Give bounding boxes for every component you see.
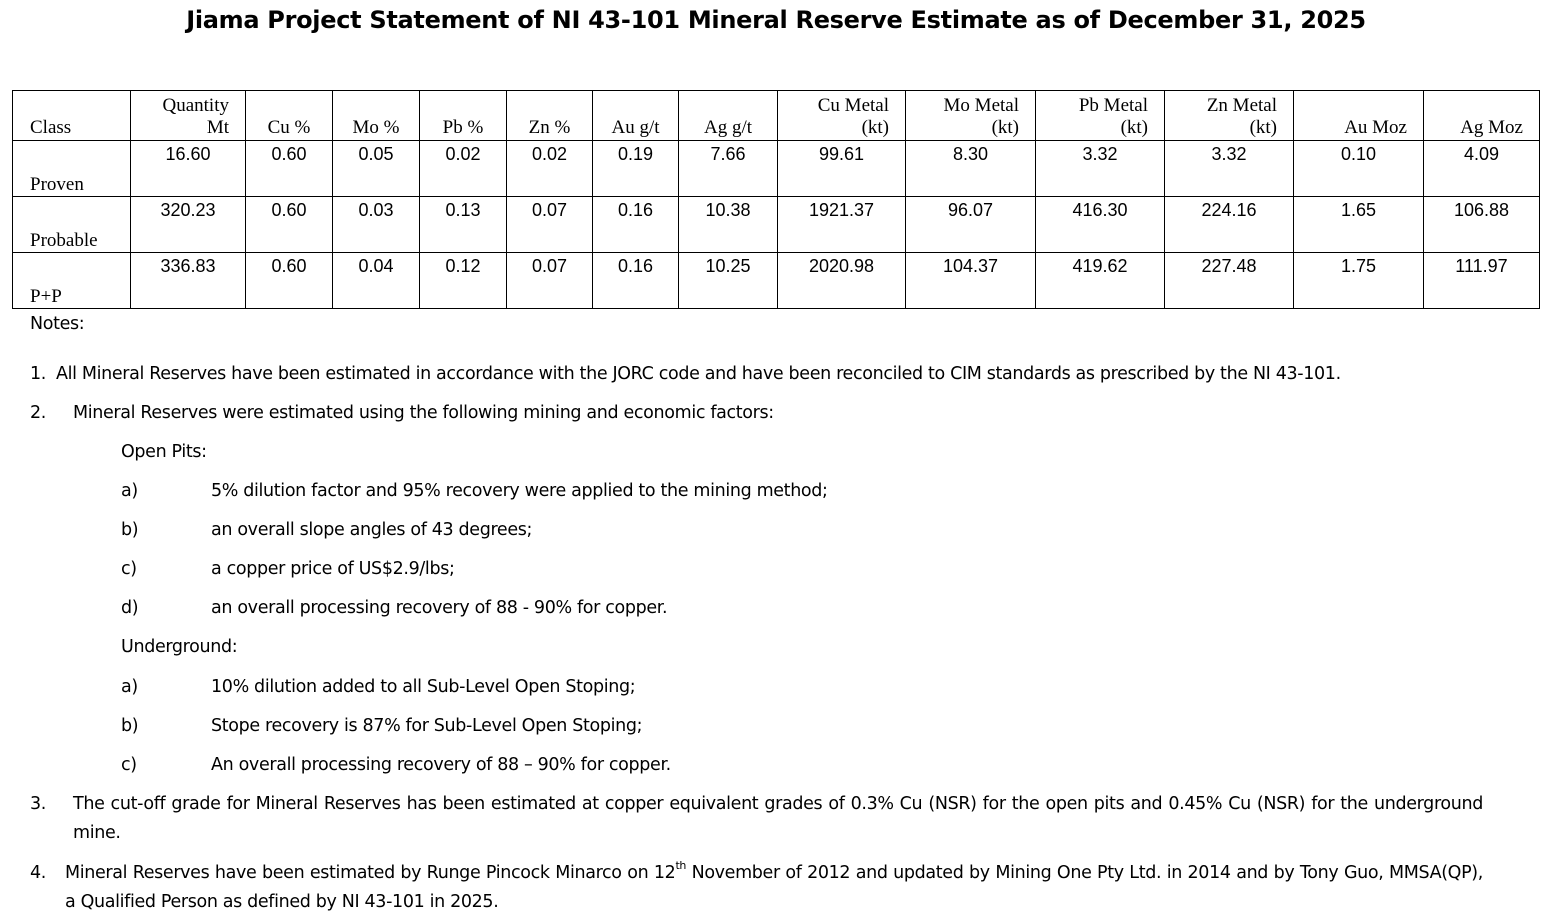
header-class: Class: [13, 91, 131, 141]
note-text: Mineral Reserves have been estimated by Runge Pincock Minarco on 12th November of 2012 and updated by Mining One Pty Ltd. in 2014 and by Tony Guo, MMSA(QP), a Qualified Person as defined by NI 43-101 in 2025.: [65, 859, 1484, 912]
row-class-label: Probable: [13, 197, 131, 253]
table-cell: 1.65: [1294, 197, 1424, 253]
note-number: 4.: [30, 863, 46, 883]
table-cell: 0.60: [246, 141, 333, 197]
table-cell: 3.32: [1165, 141, 1294, 197]
mineral-reserve-table: [12, 90, 1540, 309]
table-cell: 0.05: [333, 141, 420, 197]
table-cell: 7.66: [679, 141, 778, 197]
note-text: The cut-off grade for Mineral Reserves has been estimated at copper equivalent grades of 0.3% Cu (NSR) for the open pits and 0.45% Cu (NSR) for the underground mine.: [73, 794, 1483, 843]
table-cell: 3.32: [1036, 141, 1165, 197]
notes-heading: Notes:: [30, 314, 85, 334]
table-cell: 0.12: [420, 253, 507, 309]
table-cell: 1.75: [1294, 253, 1424, 309]
table-row: [13, 253, 1540, 309]
table-cell: 4.09: [1424, 141, 1540, 197]
table-cell: 419.62: [1036, 253, 1165, 309]
superscript: th: [675, 859, 687, 872]
table-cell: 320.23: [131, 197, 246, 253]
table-cell: 227.48: [1165, 253, 1294, 309]
header-ag-gt: Ag g/t: [679, 91, 778, 141]
header-ag-moz: Ag Moz: [1424, 91, 1540, 141]
table-cell: 224.16: [1165, 197, 1294, 253]
header-au-gt: Au g/t: [593, 91, 679, 141]
header-zn-pct: Zn %: [507, 91, 593, 141]
table-row: [13, 141, 1540, 197]
table-header-row: [13, 91, 1540, 141]
note-number: 3.: [30, 794, 46, 814]
row-class-label: P+P: [13, 253, 131, 309]
table-cell: 0.07: [507, 197, 593, 253]
header-pb-metal: Pb Metal (kt): [1036, 91, 1165, 141]
table-cell: 104.37: [906, 253, 1036, 309]
table-cell: 0.13: [420, 197, 507, 253]
table-cell: 0.60: [246, 197, 333, 253]
note-3: [30, 790, 1484, 850]
header-quantity: Quantity Mt: [131, 91, 246, 141]
table-cell: 8.30: [906, 141, 1036, 197]
table-cell: 1921.37: [778, 197, 906, 253]
table-cell: 0.02: [507, 141, 593, 197]
note-text: All Mineral Reserves have been estimated in accordance with the JORC code and have been reconciled to CIM standards as prescribed by the NI 43-101.: [56, 364, 1341, 384]
header-zn-metal: Zn Metal (kt): [1165, 91, 1294, 141]
note-number: 1.: [30, 364, 46, 384]
table-cell: 106.88: [1424, 197, 1540, 253]
note-number: 2.: [30, 403, 46, 423]
header-cu-metal: Cu Metal (kt): [778, 91, 906, 141]
table-cell: 99.61: [778, 141, 906, 197]
table-cell: 0.10: [1294, 141, 1424, 197]
row-class-label: Proven: [13, 141, 131, 197]
header-pb-pct: Pb %: [420, 91, 507, 141]
table-cell: 10.38: [679, 197, 778, 253]
table-cell: 111.97: [1424, 253, 1540, 309]
table-cell: 416.30: [1036, 197, 1165, 253]
table-cell: 0.19: [593, 141, 679, 197]
table-cell: 0.04: [333, 253, 420, 309]
table-row: [13, 197, 1540, 253]
table-cell: 0.60: [246, 253, 333, 309]
header-mo-pct: Mo %: [333, 91, 420, 141]
table-cell: 96.07: [906, 197, 1036, 253]
table-cell: 2020.98: [778, 253, 906, 309]
document-title: Jiama Project Statement of NI 43-101 Mineral Reserve Estimate as of December 31, 2025: [186, 6, 1366, 34]
table-cell: 10.25: [679, 253, 778, 309]
underground-label: Underground:: [121, 637, 238, 657]
open-pits-label: Open Pits:: [121, 442, 207, 462]
note-4: [30, 859, 1484, 919]
table-cell: 0.16: [593, 197, 679, 253]
table-cell: 0.02: [420, 141, 507, 197]
header-mo-metal: Mo Metal (kt): [906, 91, 1036, 141]
table-cell: 0.16: [593, 253, 679, 309]
table-cell: 0.07: [507, 253, 593, 309]
table-cell: 336.83: [131, 253, 246, 309]
note-text: Mineral Reserves were estimated using the following mining and economic factors:: [73, 403, 774, 423]
header-cu-pct: Cu %: [246, 91, 333, 141]
table-cell: 16.60: [131, 141, 246, 197]
header-au-moz: Au Moz: [1294, 91, 1424, 141]
table-cell: 0.03: [333, 197, 420, 253]
